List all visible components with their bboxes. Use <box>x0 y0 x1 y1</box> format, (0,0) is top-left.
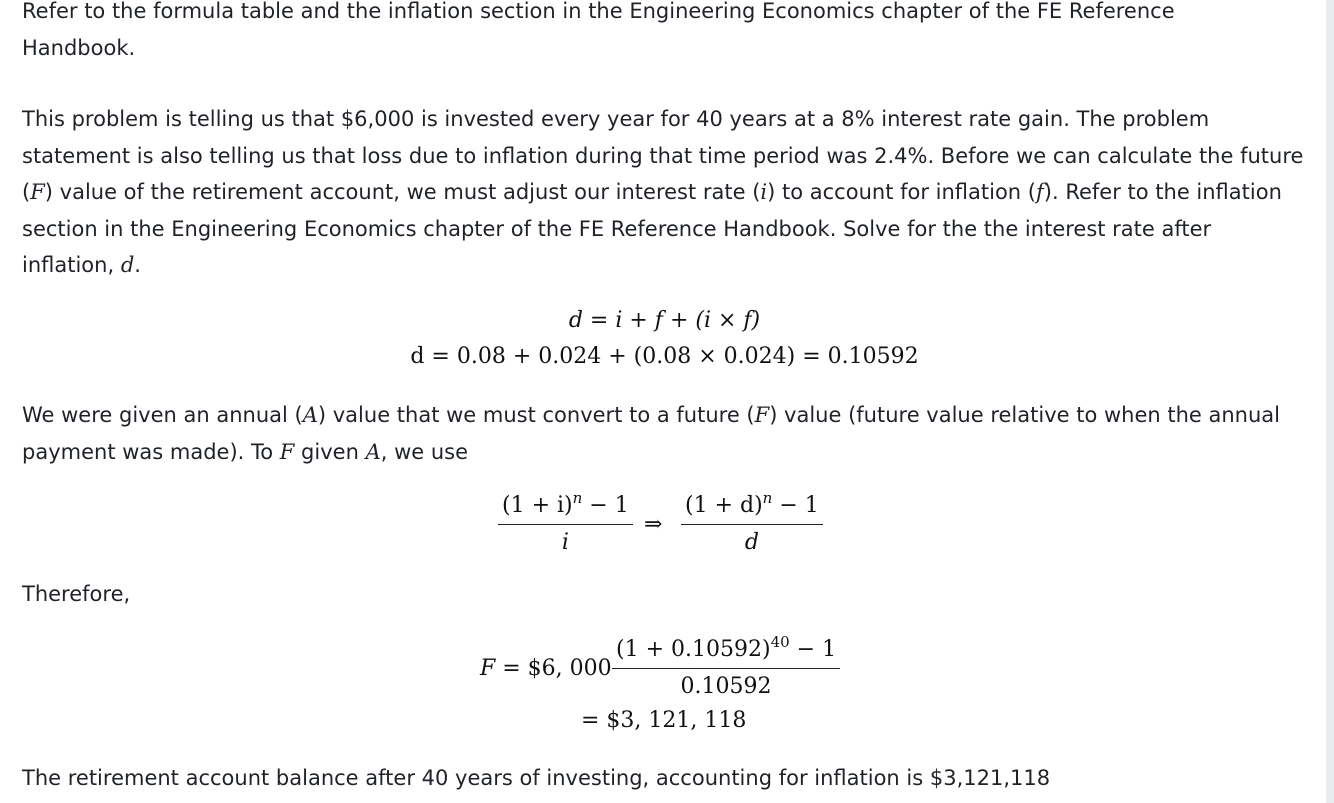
intro-paragraph: Refer to the formula table and the inflation section in the Engineering Economics chapter of the FE Reference Handbook. <box>22 0 1175 60</box>
implies-arrow: ⇒ <box>644 512 663 537</box>
inflation-rate-calculation: d = 0.08 + 0.024 + (0.08 × 0.024) = 0.10592 <box>410 344 919 369</box>
inflation-rate-formula: d = i + f + (i × f) <box>568 308 761 333</box>
therefore-text: Therefore, <box>22 582 131 606</box>
conclusion-paragraph: The retirement account balance after 40 years of investing, accounting for inflation is $3,121,118 <box>22 766 1051 790</box>
problem-paragraph: This problem is telling us that $6,000 is invested every year for 40 years at a 8% interest rate gain. The problem statement is also telling us that loss due to inflation during that time period was 2.4%. Before we can calculate the future (F) value of the retirement account, we must adjust our interest rate (i) to account for inflation (f). Refer to the inflation section in the Engineering Economics chapter of the FE Reference Handbook. Solve for the the interest rate after inflation, d. <box>22 107 1304 277</box>
adjusted-factor-fraction: $\frac{(1 + d)^n - 1}{d}$ <box>681 493 823 555</box>
vertical-scrollbar[interactable] <box>1326 0 1334 803</box>
future-value-fraction: $\frac{(1 + 0.10592)^{40} - 1}{0.10592}$ <box>612 637 840 699</box>
interest-factor-fraction: $\frac{(1 + i)^n - 1}{i}$ <box>498 493 633 555</box>
future-value-lhs: F = $6, 000 <box>480 656 612 681</box>
future-value-result: = $3, 121, 118 <box>581 708 747 733</box>
annual-to-future-paragraph: We were given an annual (A) value that we must convert to a future (F) value (future value relative to when the annual payment was made). To F given A, we use <box>22 403 1281 464</box>
